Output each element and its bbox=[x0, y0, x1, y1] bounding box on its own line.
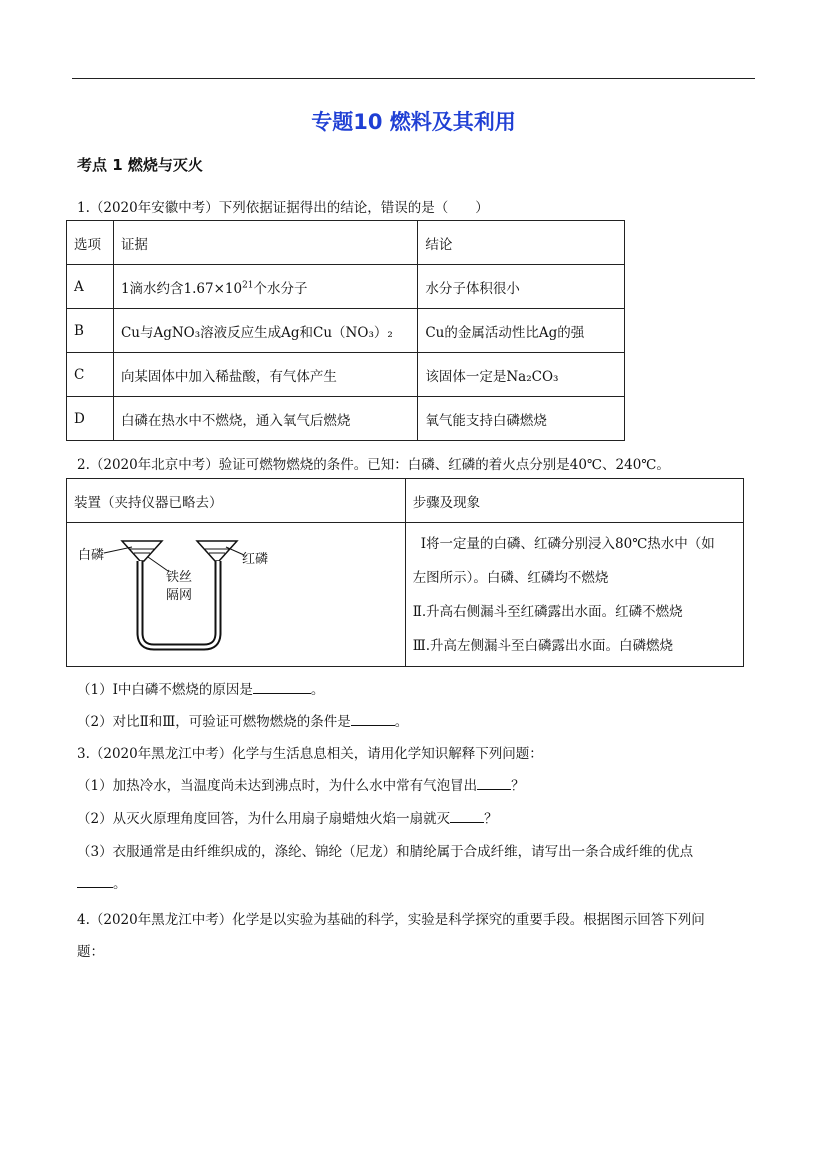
evidence-cell: 向某固体中加入稀盐酸，有气体产生 bbox=[113, 353, 417, 397]
steps-cell bbox=[405, 523, 743, 667]
table-row bbox=[67, 265, 625, 309]
question-3-sub-2 bbox=[77, 807, 498, 827]
table-row bbox=[67, 523, 744, 667]
question-4-stem-cont: 题： bbox=[77, 944, 104, 960]
sub-question-end: ？ bbox=[511, 778, 525, 794]
option-cell: B bbox=[67, 309, 114, 353]
answer-blank[interactable] bbox=[77, 875, 113, 888]
question-2-sub-1 bbox=[77, 678, 324, 698]
sub-question-text: （2）从灭火原理角度回答，为什么用扇子扇蜡烛火焰一扇就灭 bbox=[77, 811, 451, 827]
evidence-cell: Cu与AgNO₃溶液反应生成Ag和Cu（NO₃）₂ bbox=[113, 309, 417, 353]
apparatus-cell bbox=[67, 523, 406, 667]
evidence-cell: 白磷在热水中不燃烧，通入氧气后燃烧 bbox=[113, 397, 417, 441]
option-cell: D bbox=[67, 397, 114, 441]
table-header-row bbox=[67, 221, 625, 265]
answer-blank[interactable] bbox=[253, 681, 311, 694]
answer-blank[interactable] bbox=[450, 810, 484, 823]
apparatus-diagram bbox=[74, 533, 274, 653]
evidence-text: 1滴水约含1.67×10 bbox=[120, 280, 243, 297]
table-header-option: 选项 bbox=[67, 221, 114, 265]
table-row bbox=[67, 397, 625, 441]
evidence-text: 个水分子 bbox=[253, 280, 308, 297]
step-line: Ⅰ将一定量的白磷、红磷分别浸入80℃热水中（如 bbox=[420, 535, 715, 552]
conclusion-cell: 该固体一定是Na₂CO₃ bbox=[418, 353, 625, 397]
exponent: 21 bbox=[242, 280, 254, 290]
sub-question-text: （2）对比Ⅱ和Ⅲ，可验证可燃物燃烧的条件是 bbox=[77, 714, 351, 730]
conclusion-cell: 氧气能支持白磷燃烧 bbox=[418, 397, 625, 441]
page-title: 专题10 燃料及其利用 bbox=[311, 110, 516, 134]
evidence-cell bbox=[113, 265, 417, 309]
conclusion-cell: Cu的金属活动性比Ag的强 bbox=[418, 309, 625, 353]
table-header-evidence: 证据 bbox=[113, 221, 417, 265]
step-line: 左图所示）。白磷、红磷均不燃烧 bbox=[412, 569, 609, 586]
question-3-sub-3: （3）衣服通常是由纤维织成的，涤纶、锦纶（尼龙）和腈纶属于合成纤维，请写出一条合成纤维的优点 bbox=[77, 844, 694, 860]
sub-question-text: （1）Ⅰ中白磷不燃烧的原因是 bbox=[77, 682, 253, 698]
table-row bbox=[67, 353, 625, 397]
option-cell: A bbox=[67, 265, 114, 309]
label-white-phosphorus: 白磷 bbox=[78, 547, 105, 563]
table-header-row bbox=[67, 479, 744, 523]
question-1-stem: 1.（2020年安徽中考）下列依据证据得出的结论，错误的是（ ） bbox=[77, 200, 489, 216]
question-2-stem: 2.（2020年北京中考）验证可燃物燃烧的条件。已知：白磷、红磷的着火点分别是40℃、240℃。 bbox=[77, 457, 670, 473]
label-mesh: 隔网 bbox=[166, 587, 193, 603]
question-3-stem: 3.（2020年黑龙江中考）化学与生活息息相关，请用化学知识解释下列问题： bbox=[77, 746, 543, 762]
label-iron-wire: 铁丝 bbox=[166, 569, 193, 585]
step-line: Ⅲ.升高左侧漏斗至白磷露出水面。白磷燃烧 bbox=[412, 637, 673, 654]
question-3-sub-1 bbox=[77, 774, 525, 794]
option-cell: C bbox=[67, 353, 114, 397]
answer-blank[interactable] bbox=[477, 777, 511, 790]
table-header-apparatus: 装置（夹持仪器已略去） bbox=[67, 479, 406, 523]
table-row bbox=[67, 309, 625, 353]
sub-question-end: 。 bbox=[310, 682, 325, 698]
header-rule bbox=[72, 78, 755, 79]
sub-question-end: 。 bbox=[394, 714, 409, 730]
sub-question-end: ？ bbox=[484, 811, 498, 827]
answer-blank[interactable] bbox=[351, 713, 395, 726]
sub-question-text: （1）加热冷水，当温度尚未达到沸点时，为什么水中常有气泡冒出 bbox=[77, 778, 478, 794]
question-2-sub-2 bbox=[77, 710, 408, 730]
step-line: Ⅱ.升高右侧漏斗至红磷露出水面。红磷不燃烧 bbox=[412, 603, 683, 620]
question-4-stem: 4.（2020年黑龙江中考）化学是以实验为基础的科学，实验是科学探究的重要手段。根据图示回答下列问 bbox=[77, 912, 705, 928]
question-1-table bbox=[66, 220, 625, 441]
sub-question-end: 。 bbox=[113, 876, 127, 892]
conclusion-cell: 水分子体积很小 bbox=[418, 265, 625, 309]
question-3-sub-3-answer bbox=[77, 872, 127, 892]
label-red-phosphorus: 红磷 bbox=[242, 551, 269, 567]
table-header-conclusion: 结论 bbox=[418, 221, 625, 265]
table-header-steps: 步骤及现象 bbox=[405, 479, 743, 523]
question-2-table bbox=[66, 478, 744, 667]
section-heading: 考点 1 燃烧与灭火 bbox=[77, 156, 203, 174]
